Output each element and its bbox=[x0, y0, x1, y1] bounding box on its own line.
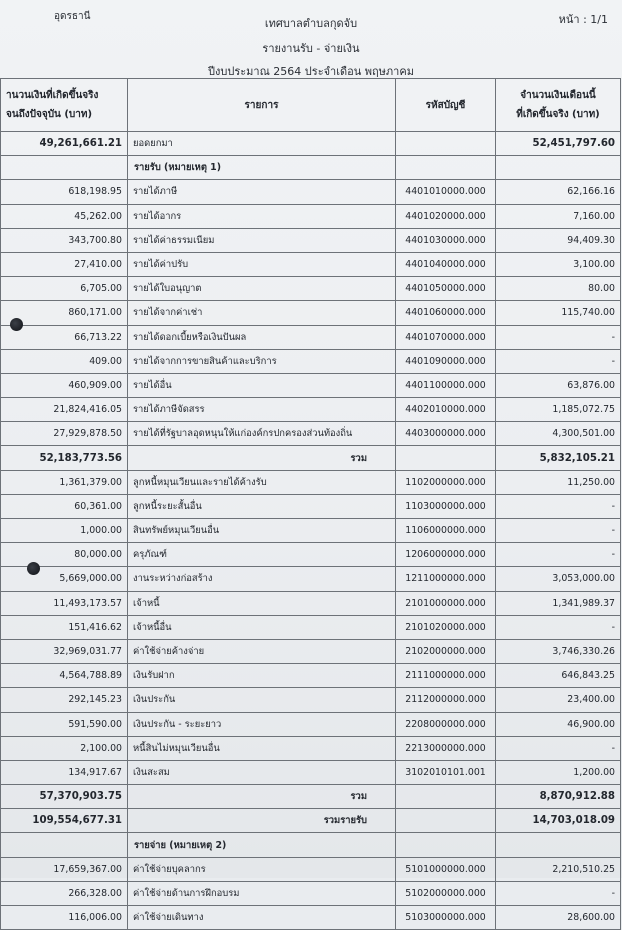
cumulative-amount-cell: 292,145.23 bbox=[1, 688, 128, 712]
month-amount-cell: 1,200.00 bbox=[496, 760, 621, 784]
table-row bbox=[1, 615, 621, 639]
month-amount-cell: 2,210,510.25 bbox=[496, 857, 621, 881]
item-cell: สินทรัพย์หมุนเวียนอื่น bbox=[128, 519, 396, 543]
account-code-cell: 3102010101.001 bbox=[396, 760, 496, 784]
item-cell: เจ้าหนี้อื่น bbox=[128, 615, 396, 639]
table-row bbox=[1, 760, 621, 784]
item-cell: รายได้จากการขายสินค้าและบริการ bbox=[128, 349, 396, 373]
cumulative-amount-cell: 80,000.00 bbox=[1, 543, 128, 567]
month-amount-cell: 4,300,501.00 bbox=[496, 422, 621, 446]
cumulative-amount-cell: 618,198.95 bbox=[1, 180, 128, 204]
cumulative-amount-cell bbox=[1, 156, 128, 180]
month-amount-cell: 5,832,105.21 bbox=[496, 446, 621, 470]
item-cell: ค่าใช้จ่ายบุคลากร bbox=[128, 857, 396, 881]
report-title: รายงานรับ - จ่ายเงิน bbox=[262, 42, 360, 55]
month-amount-cell: 80.00 bbox=[496, 277, 621, 301]
cumulative-amount-cell: 49,261,661.21 bbox=[1, 132, 128, 156]
month-amount-cell: 3,100.00 bbox=[496, 252, 621, 276]
cumulative-amount-cell: 6,705.00 bbox=[1, 277, 128, 301]
item-cell: รวม bbox=[128, 785, 396, 809]
account-code-cell: 2101000000.000 bbox=[396, 591, 496, 615]
table-row bbox=[1, 228, 621, 252]
account-code-cell: 2101020000.000 bbox=[396, 615, 496, 639]
col-header-item bbox=[128, 79, 396, 132]
account-code-cell bbox=[396, 833, 496, 857]
table-row bbox=[1, 567, 621, 591]
item-cell: เจ้าหนี้ bbox=[128, 591, 396, 615]
cumulative-amount-cell: 45,262.00 bbox=[1, 204, 128, 228]
account-code-cell: 2208000000.000 bbox=[396, 712, 496, 736]
account-code-cell: 4401060000.000 bbox=[396, 301, 496, 325]
account-code-cell bbox=[396, 132, 496, 156]
cumulative-amount-cell: 17,659,367.00 bbox=[1, 857, 128, 881]
table-row bbox=[1, 494, 621, 518]
item-cell: เงินรับฝาก bbox=[128, 664, 396, 688]
item-cell: รายจ่าย (หมายเหตุ 2) bbox=[128, 833, 396, 857]
item-cell: รายได้ภาษี bbox=[128, 180, 396, 204]
month-amount-cell: 46,900.00 bbox=[496, 712, 621, 736]
table-row bbox=[1, 180, 621, 204]
organization-title: เทศบาลตำบลกุดจับ bbox=[264, 17, 358, 30]
item-cell: รายได้ดอกเบี้ยหรือเงินปันผล bbox=[128, 325, 396, 349]
table-row bbox=[1, 664, 621, 688]
receipts-payments-table bbox=[0, 78, 621, 930]
table-row bbox=[1, 543, 621, 567]
table-row bbox=[1, 349, 621, 373]
cumulative-amount-cell: 2,100.00 bbox=[1, 736, 128, 760]
account-code-cell: 4401090000.000 bbox=[396, 349, 496, 373]
table-row bbox=[1, 519, 621, 543]
cumulative-amount-cell: 151,416.62 bbox=[1, 615, 128, 639]
item-cell: รายได้ค่าปรับ bbox=[128, 252, 396, 276]
item-cell: เงินประกัน - ระยะยาว bbox=[128, 712, 396, 736]
month-amount-cell bbox=[496, 156, 621, 180]
month-amount-cell: 94,409.30 bbox=[496, 228, 621, 252]
punch-hole-top bbox=[10, 318, 23, 331]
cumulative-amount-cell: 57,370,903.75 bbox=[1, 785, 128, 809]
item-cell: รายได้ใบอนุญาต bbox=[128, 277, 396, 301]
account-code-cell: 5102000000.000 bbox=[396, 881, 496, 905]
item-cell: รวมรายรับ bbox=[128, 809, 396, 833]
item-cell: ลูกหนี้ระยะสั้นอื่น bbox=[128, 494, 396, 518]
account-code-cell: 1211000000.000 bbox=[396, 567, 496, 591]
month-amount-cell: - bbox=[496, 543, 621, 567]
month-amount-cell: 3,746,330.26 bbox=[496, 639, 621, 663]
month-amount-cell bbox=[496, 833, 621, 857]
month-amount-cell: 1,185,072.75 bbox=[496, 398, 621, 422]
total-row bbox=[1, 446, 621, 470]
item-cell: เงินประกัน bbox=[128, 688, 396, 712]
month-amount-cell: 3,053,000.00 bbox=[496, 567, 621, 591]
item-cell: งานระหว่างก่อสร้าง bbox=[128, 567, 396, 591]
cumulative-amount-cell: 460,909.00 bbox=[1, 373, 128, 397]
item-cell: หนี้สินไม่หมุนเวียนอื่น bbox=[128, 736, 396, 760]
location-text: อุดรธานี bbox=[54, 11, 91, 22]
item-cell: ค่าใช้จ่ายค้างจ่าย bbox=[128, 639, 396, 663]
table-row bbox=[1, 132, 621, 156]
account-code-cell: 4401010000.000 bbox=[396, 180, 496, 204]
month-amount-cell: - bbox=[496, 349, 621, 373]
item-cell: รวม bbox=[128, 446, 396, 470]
cumulative-amount-cell: 4,564,788.89 bbox=[1, 664, 128, 688]
col-header-cumulative bbox=[1, 79, 128, 132]
table-header-row bbox=[1, 79, 621, 132]
month-amount-cell: 62,166.16 bbox=[496, 180, 621, 204]
total-row bbox=[1, 809, 621, 833]
col-header-account-code-text: รหัสบัญชี bbox=[425, 99, 466, 111]
month-amount-cell: 23,400.00 bbox=[496, 688, 621, 712]
total-row bbox=[1, 785, 621, 809]
month-amount-cell: - bbox=[496, 736, 621, 760]
month-amount-cell: 646,843.25 bbox=[496, 664, 621, 688]
table-row bbox=[1, 591, 621, 615]
table-row bbox=[1, 688, 621, 712]
month-amount-cell: 11,250.00 bbox=[496, 470, 621, 494]
table-row bbox=[1, 906, 621, 930]
account-code-cell bbox=[396, 809, 496, 833]
account-code-cell bbox=[396, 785, 496, 809]
col-header-cumulative-text: านวนเงินที่เกิดขึ้นจริง จนถึงปัจจุบัน (บาท) bbox=[6, 90, 99, 120]
table-row bbox=[1, 422, 621, 446]
account-code-cell: 4401070000.000 bbox=[396, 325, 496, 349]
account-code-cell: 1206000000.000 bbox=[396, 543, 496, 567]
cumulative-amount-cell: 66,713.22 bbox=[1, 325, 128, 349]
account-code-cell: 5101000000.000 bbox=[396, 857, 496, 881]
month-amount-cell: - bbox=[496, 325, 621, 349]
account-code-cell bbox=[396, 446, 496, 470]
col-header-this-month-text: จำนวนเงินเดือนนี้ ที่เกิดขึ้นจริง (บาท) bbox=[516, 90, 600, 120]
cumulative-amount-cell: 343,700.80 bbox=[1, 228, 128, 252]
cumulative-amount-cell: 5,669,000.00 bbox=[1, 567, 128, 591]
table-row bbox=[1, 373, 621, 397]
account-code-cell: 2111000000.000 bbox=[396, 664, 496, 688]
month-amount-cell: 52,451,797.60 bbox=[496, 132, 621, 156]
col-header-item-text: รายการ bbox=[244, 99, 279, 111]
account-code-cell: 4401040000.000 bbox=[396, 252, 496, 276]
item-cell: ค่าใช้จ่ายด้านการฝึกอบรม bbox=[128, 881, 396, 905]
account-code-cell: 2112000000.000 bbox=[396, 688, 496, 712]
table-row bbox=[1, 857, 621, 881]
month-amount-cell: 28,600.00 bbox=[496, 906, 621, 930]
col-header-account-code bbox=[396, 79, 496, 132]
item-cell: ครุภัณฑ์ bbox=[128, 543, 396, 567]
item-cell: เงินสะสม bbox=[128, 760, 396, 784]
account-code-cell: 2213000000.000 bbox=[396, 736, 496, 760]
item-cell: รายรับ (หมายเหตุ 1) bbox=[128, 156, 396, 180]
month-amount-cell: - bbox=[496, 615, 621, 639]
item-cell: รายได้จากค่าเช่า bbox=[128, 301, 396, 325]
table-row bbox=[1, 252, 621, 276]
cumulative-amount-cell bbox=[1, 833, 128, 857]
account-code-cell: 4401030000.000 bbox=[396, 228, 496, 252]
table-row bbox=[1, 881, 621, 905]
month-amount-cell: 115,740.00 bbox=[496, 301, 621, 325]
cumulative-amount-cell: 27,929,878.50 bbox=[1, 422, 128, 446]
cumulative-amount-cell: 409.00 bbox=[1, 349, 128, 373]
table-row bbox=[1, 712, 621, 736]
cumulative-amount-cell: 591,590.00 bbox=[1, 712, 128, 736]
item-cell: รายได้ภาษีจัดสรร bbox=[128, 398, 396, 422]
account-code-cell: 4401050000.000 bbox=[396, 277, 496, 301]
account-code-cell: 1102000000.000 bbox=[396, 470, 496, 494]
month-amount-cell: 63,876.00 bbox=[496, 373, 621, 397]
cumulative-amount-cell: 11,493,173.57 bbox=[1, 591, 128, 615]
col-header-this-month bbox=[496, 79, 621, 132]
month-amount-cell: - bbox=[496, 881, 621, 905]
item-cell: รายได้ค่าธรรมเนียม bbox=[128, 228, 396, 252]
cumulative-amount-cell: 60,361.00 bbox=[1, 494, 128, 518]
cumulative-amount-cell: 1,361,379.00 bbox=[1, 470, 128, 494]
month-amount-cell: 7,160.00 bbox=[496, 204, 621, 228]
section-row bbox=[1, 833, 621, 857]
cumulative-amount-cell: 860,171.00 bbox=[1, 301, 128, 325]
report-period: ปีงบประมาณ 2564 ประจำเดือน พฤษภาคม bbox=[208, 65, 414, 78]
month-amount-cell: 8,870,912.88 bbox=[496, 785, 621, 809]
table-row bbox=[1, 277, 621, 301]
table-row bbox=[1, 204, 621, 228]
punch-hole-bottom bbox=[27, 562, 40, 575]
cumulative-amount-cell: 21,824,416.05 bbox=[1, 398, 128, 422]
cumulative-amount-cell: 116,006.00 bbox=[1, 906, 128, 930]
month-amount-cell: 1,341,989.37 bbox=[496, 591, 621, 615]
cumulative-amount-cell: 134,917.67 bbox=[1, 760, 128, 784]
account-code-cell: 4401100000.000 bbox=[396, 373, 496, 397]
table-row bbox=[1, 325, 621, 349]
table-row bbox=[1, 736, 621, 760]
account-code-cell: 4402010000.000 bbox=[396, 398, 496, 422]
month-amount-cell: - bbox=[496, 519, 621, 543]
cumulative-amount-cell: 109,554,677.31 bbox=[1, 809, 128, 833]
account-code-cell: 5103000000.000 bbox=[396, 906, 496, 930]
account-code-cell: 4401020000.000 bbox=[396, 204, 496, 228]
table-row bbox=[1, 301, 621, 325]
account-code-cell bbox=[396, 156, 496, 180]
cumulative-amount-cell: 1,000.00 bbox=[1, 519, 128, 543]
item-cell: รายได้อื่น bbox=[128, 373, 396, 397]
item-cell: ลูกหนี้หมุนเวียนและรายได้ค้างรับ bbox=[128, 470, 396, 494]
item-cell: ค่าใช้จ่ายเดินทาง bbox=[128, 906, 396, 930]
account-code-cell: 1103000000.000 bbox=[396, 494, 496, 518]
table-row bbox=[1, 398, 621, 422]
account-code-cell: 4403000000.000 bbox=[396, 422, 496, 446]
cumulative-amount-cell: 266,328.00 bbox=[1, 881, 128, 905]
account-code-cell: 2102000000.000 bbox=[396, 639, 496, 663]
table-row bbox=[1, 639, 621, 663]
section-row bbox=[1, 156, 621, 180]
item-cell: ยอดยกมา bbox=[128, 132, 396, 156]
cumulative-amount-cell: 52,183,773.56 bbox=[1, 446, 128, 470]
month-amount-cell: 14,703,018.09 bbox=[496, 809, 621, 833]
account-code-cell: 1106000000.000 bbox=[396, 519, 496, 543]
page-number: หน้า : 1/1 bbox=[558, 13, 608, 26]
cumulative-amount-cell: 27,410.00 bbox=[1, 252, 128, 276]
item-cell: รายได้ที่รัฐบาลอุดหนุนให้แก่องค์กรปกครองส่วนท้องถิ่น bbox=[128, 422, 396, 446]
item-cell: รายได้อากร bbox=[128, 204, 396, 228]
month-amount-cell: - bbox=[496, 494, 621, 518]
table-row bbox=[1, 470, 621, 494]
cumulative-amount-cell: 32,969,031.77 bbox=[1, 639, 128, 663]
